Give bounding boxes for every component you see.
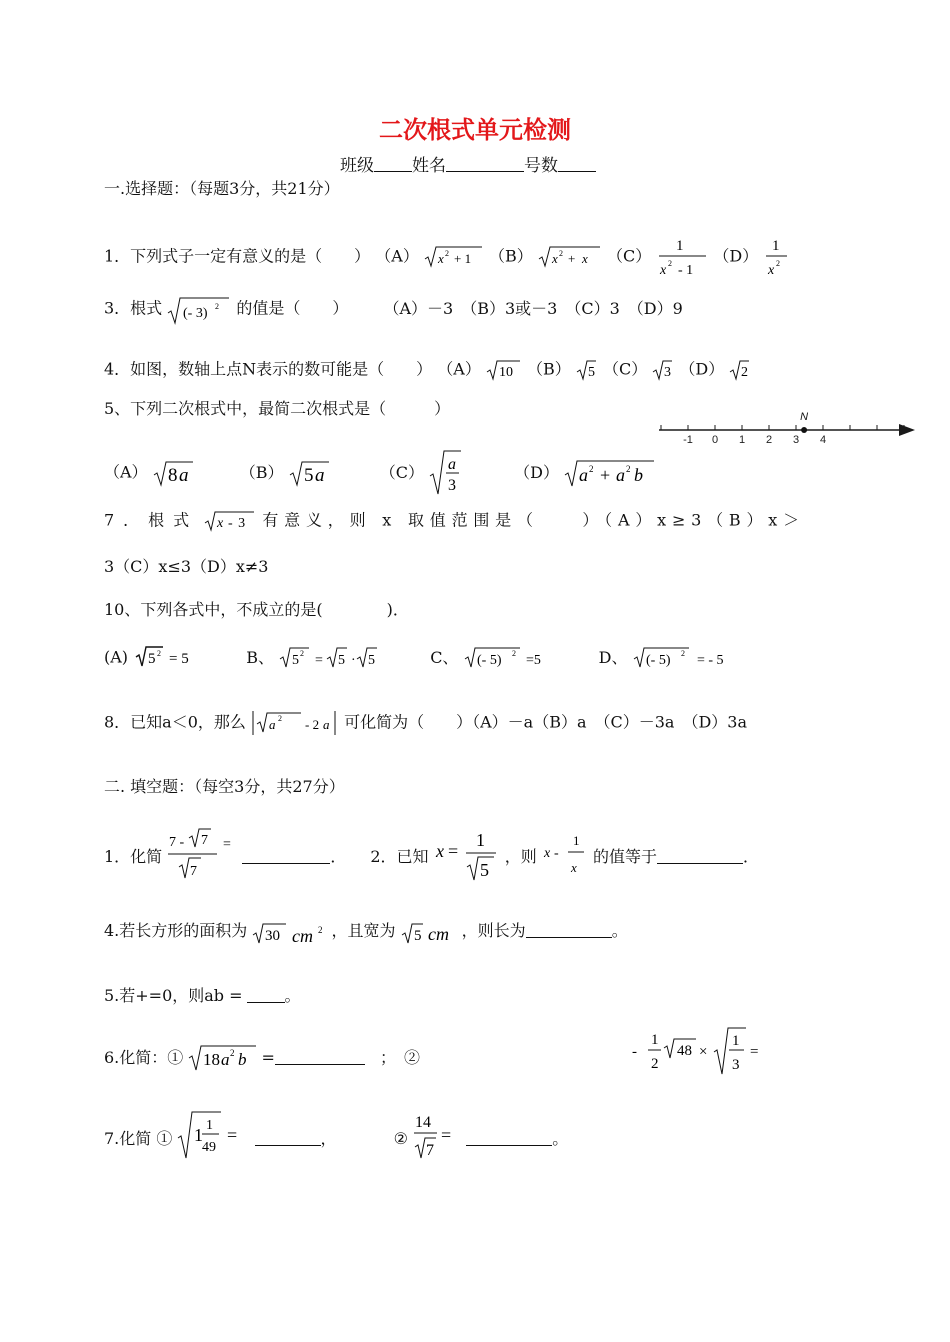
number-line-point-label: N: [800, 411, 809, 423]
q1-option-d: （D）: [713, 246, 759, 266]
svg-text:x: x: [435, 841, 444, 861]
q5-option-a: （A）: [104, 462, 148, 482]
svg-text:cm: cm: [427, 924, 449, 944]
q8-text-post: 可化简为（ ）（A）－a（B）a （C）－3a （D）3a: [344, 712, 747, 732]
svg-text:- 3: - 3: [228, 516, 247, 531]
number-line-point-n: [801, 427, 807, 433]
f7-text1: 7.化简 ①: [104, 1129, 173, 1148]
q7-radical: [204, 509, 256, 533]
question-10: 10、下列各式中，不成立的是( )．: [104, 600, 409, 619]
f6-text1: 6.化简：①: [104, 1048, 184, 1067]
q8-text-pre: 8．已知a＜0，那么: [104, 712, 246, 732]
svg-text:b: b: [238, 1050, 247, 1069]
number-line-tick-label: 3: [792, 434, 800, 446]
q4-option-d: （D）: [679, 359, 725, 379]
f6-text2: ； ②: [379, 1048, 420, 1067]
fill-5: [104, 987, 301, 1004]
svg-text:5: 5: [587, 365, 595, 380]
svg-text:1: 1: [676, 238, 684, 254]
question-5: 5、下列二次根式中，最简二次根式是（ ）: [104, 399, 451, 418]
q7-line1-pre: 7．根式: [104, 510, 199, 530]
svg-text:2: 2: [651, 1056, 659, 1072]
number-line-tick-label: 0: [711, 434, 719, 446]
q3-text-pre: 3．根式: [104, 298, 163, 318]
svg-text:2: 2: [668, 259, 673, 268]
svg-text:5: 5: [303, 465, 314, 486]
svg-text:-: -: [553, 846, 559, 861]
number-label: 号数: [524, 156, 558, 176]
question-8: [104, 709, 747, 737]
q7-line1-mid: 有意义，则 x 取值范围是（ ）（A）x≥3（B）x＞: [262, 510, 805, 530]
q10-d-expression: [633, 645, 743, 671]
fill-7: [104, 1110, 568, 1162]
question-3: [104, 293, 683, 325]
svg-text:x: x: [543, 846, 551, 861]
q10-c-expression: [464, 645, 558, 671]
svg-text:= 5: = 5: [169, 651, 189, 667]
svg-text:a: a: [178, 465, 189, 486]
svg-text:=: =: [227, 1125, 238, 1145]
svg-text:×: ×: [699, 1044, 708, 1060]
svg-text:5: 5: [413, 928, 422, 944]
svg-text:a: a: [314, 465, 325, 486]
svg-text:2: 2: [300, 649, 305, 658]
svg-text:2: 2: [230, 1048, 235, 1058]
svg-text:2: 2: [741, 365, 749, 380]
svg-text:2: 2: [776, 259, 781, 268]
svg-text:2: 2: [157, 649, 162, 658]
q10-a-expression: [133, 644, 197, 672]
svg-text:=: =: [750, 1044, 759, 1060]
svg-text:30: 30: [265, 928, 281, 944]
fill-4: [104, 918, 628, 948]
f4-text3: ，则长为: [461, 921, 526, 940]
f4-end: 。: [611, 921, 628, 940]
question-7: [104, 509, 805, 533]
q10-options: [104, 644, 743, 672]
q4-option-b: （B）: [527, 359, 571, 379]
f7-answer-blank-2[interactable]: [466, 1130, 552, 1146]
svg-text:7: 7: [201, 833, 209, 848]
svg-text:- 2: - 2: [305, 717, 320, 732]
f1-fraction: [167, 828, 237, 882]
f7-radical-mixed: [177, 1110, 249, 1162]
f7-text2: ②: [393, 1129, 408, 1148]
q4-option-c: （C）: [602, 359, 648, 379]
q10-option-c: C、: [430, 647, 459, 667]
f4-area: [252, 918, 326, 948]
q10-option-d: D、: [598, 647, 628, 667]
svg-text:3: 3: [448, 477, 457, 494]
svg-text:=: =: [223, 837, 232, 852]
svg-text:7: 7: [190, 864, 198, 879]
svg-text:2: 2: [589, 464, 594, 474]
q8-abs-radical: [251, 709, 339, 737]
svg-text:x: x: [217, 516, 225, 531]
section2-heading: 二. 填空题：（每空3分，共27分）: [104, 777, 345, 796]
svg-text:14: 14: [415, 1114, 432, 1131]
student-info-line: [340, 151, 596, 176]
q1-d-fraction: [763, 234, 789, 280]
svg-text:=: =: [441, 1125, 452, 1145]
svg-text:=: =: [447, 841, 458, 861]
q4-c-sqrt3: [652, 358, 674, 382]
f1-text1: 1．化简: [104, 847, 163, 866]
svg-text:8: 8: [167, 465, 178, 486]
q4-text: 4．如图，数轴上点N表示的数可能是（ ）: [104, 359, 433, 379]
svg-text:b: b: [634, 465, 644, 485]
number-line: [655, 404, 920, 456]
svg-text:18: 18: [203, 1050, 221, 1069]
f7-fraction: [413, 1110, 461, 1162]
svg-text:2: 2: [558, 249, 563, 258]
q10-option-a: (A): [104, 647, 129, 667]
q5-a-sqrt8a: [153, 458, 195, 488]
svg-text:x: x: [660, 263, 667, 278]
number-line-tick-label: 4: [819, 434, 827, 446]
f6-second-expression: [630, 1026, 770, 1078]
f7-end: 。: [552, 1129, 569, 1148]
section1-heading: 一.选择题：（每题3分，共21分）: [104, 179, 340, 198]
f6-radical: [188, 1043, 258, 1073]
name-blank[interactable]: [446, 157, 524, 172]
number-blank[interactable]: [558, 157, 596, 172]
q5-option-c: （C）: [379, 462, 424, 482]
svg-text:(- 5): (- 5): [476, 653, 502, 668]
svg-text:1: 1: [206, 1118, 214, 1133]
svg-text:10: 10: [498, 365, 513, 380]
q7-line2: 3（C）x≤3（D）x≠3: [104, 557, 269, 576]
q3-radical: [167, 293, 231, 325]
svg-text:x: x: [768, 263, 775, 278]
svg-text:= - 5: = - 5: [696, 653, 724, 668]
svg-text:2: 2: [318, 925, 323, 935]
number-line-tick-label: 2: [765, 434, 773, 446]
f4-text2: ，且宽为: [331, 921, 396, 940]
svg-text:cm: cm: [292, 926, 314, 946]
q1-option-c: （C）: [606, 246, 652, 266]
svg-text:=5: =5: [525, 653, 541, 668]
svg-text:3: 3: [664, 365, 672, 380]
f4-text1: 4.若长方形的面积为: [104, 921, 248, 940]
svg-text:- 1: - 1: [678, 263, 694, 278]
svg-text:5: 5: [292, 653, 300, 668]
svg-text:x: x: [437, 251, 444, 266]
page-title: 二次根式单元检测: [379, 115, 571, 144]
svg-text:2: 2: [278, 714, 282, 723]
svg-text:3: 3: [732, 1057, 740, 1073]
svg-text:a: a: [616, 465, 626, 485]
svg-text:-: -: [632, 1044, 637, 1060]
f6-answer-blank[interactable]: [275, 1049, 365, 1065]
name-label: 姓名: [412, 156, 446, 176]
svg-text:(- 5): (- 5): [645, 653, 671, 668]
class-label: 班级: [340, 156, 374, 176]
f5-end: 。: [284, 986, 301, 1005]
q3-options: （A）－3 （B）3或－3 （C）3 （D）9: [383, 298, 683, 318]
svg-text:+: +: [600, 465, 611, 485]
class-blank[interactable]: [374, 157, 412, 172]
f4-answer-blank[interactable]: [526, 922, 612, 938]
svg-text:=: =: [315, 653, 323, 668]
svg-text:a: a: [269, 717, 276, 732]
q10-option-b: B、: [246, 647, 274, 667]
f1-text4: 的值等于: [592, 847, 657, 866]
q4-option-a: （A）: [437, 359, 481, 379]
number-line-arrow: [899, 424, 915, 436]
f1-text3: ，则: [504, 847, 537, 866]
svg-text:a: a: [579, 465, 589, 485]
svg-text:+ 1: + 1: [453, 251, 472, 266]
q5-c-sqrt-a-over-3: [429, 448, 463, 498]
q1-c-fraction: [656, 234, 708, 280]
q4-b-sqrt5: [576, 358, 598, 382]
q1-text: 1．下列式子一定有意义的是（ ）: [104, 246, 371, 266]
svg-text:x: x: [551, 251, 558, 266]
svg-text:1: 1: [772, 238, 780, 254]
svg-text:a: a: [221, 1050, 230, 1069]
q1-option-b: （B）: [489, 246, 533, 266]
f4-width: [401, 918, 457, 948]
svg-text:7 -: 7 -: [169, 835, 185, 850]
svg-text:1: 1: [194, 1125, 204, 1145]
svg-text:2: 2: [626, 464, 631, 474]
q1-b-radical: [538, 244, 602, 270]
q5-option-d: （D）: [514, 462, 559, 482]
svg-text:5: 5: [368, 653, 376, 668]
q5-option-b: （B）: [239, 462, 284, 482]
number-line-tick-label: -1: [683, 434, 693, 446]
question-4: [104, 358, 751, 382]
svg-text:a: a: [448, 456, 457, 473]
svg-text:(- 3): (- 3): [183, 306, 208, 321]
svg-text:2: 2: [215, 302, 220, 311]
f2-expression: [542, 828, 588, 882]
q5-options: [104, 448, 656, 498]
q4-d-sqrt2: [729, 358, 751, 382]
svg-text:x: x: [570, 860, 577, 875]
f5-answer-blank[interactable]: [247, 987, 285, 1003]
q10-b-expression: [279, 645, 389, 671]
number-line-tick-label: 1: [738, 434, 746, 446]
f2-given-x: [434, 828, 500, 882]
question-1: [104, 234, 789, 280]
q5-b-sqrt5a: [289, 458, 331, 488]
svg-text:1: 1: [732, 1033, 740, 1049]
q3-text-post: 的值是（ ）: [236, 298, 349, 318]
f2-answer-blank[interactable]: [657, 848, 743, 864]
svg-text:5: 5: [479, 860, 489, 880]
svg-text:+: +: [567, 251, 576, 266]
svg-text:48: 48: [677, 1043, 692, 1059]
f1-answer-blank[interactable]: [242, 848, 330, 864]
svg-text:2: 2: [680, 649, 685, 658]
f1-text2: ． 2．已知: [330, 847, 429, 866]
f7-sep: ，: [320, 1129, 337, 1148]
svg-text:5: 5: [148, 651, 156, 667]
f5-text: 5.若+=0，则ab =: [104, 986, 243, 1005]
svg-text:1: 1: [572, 833, 580, 848]
svg-text:a: a: [323, 717, 330, 732]
f1-end: ．: [742, 847, 759, 866]
q1-option-a: （A）: [375, 246, 419, 266]
svg-text:x: x: [581, 251, 588, 266]
svg-text:5: 5: [338, 653, 346, 668]
svg-text:2: 2: [511, 649, 516, 658]
fill-6: 6.化简：① 18 a 2 b = ； ②: [104, 1043, 420, 1073]
q4-a-sqrt10: [486, 358, 522, 382]
svg-text:·: ·: [351, 653, 356, 668]
svg-text:49: 49: [202, 1140, 217, 1155]
svg-text:1: 1: [475, 830, 485, 850]
svg-text:2: 2: [444, 249, 449, 258]
q5-d-sqrt-a2-plus-a2b: [564, 457, 656, 489]
f7-answer-blank-1[interactable]: [255, 1130, 321, 1146]
fill-1: [104, 828, 759, 882]
svg-text:1: 1: [651, 1032, 659, 1048]
q1-a-radical: [424, 244, 484, 270]
svg-text:7: 7: [426, 1142, 435, 1159]
